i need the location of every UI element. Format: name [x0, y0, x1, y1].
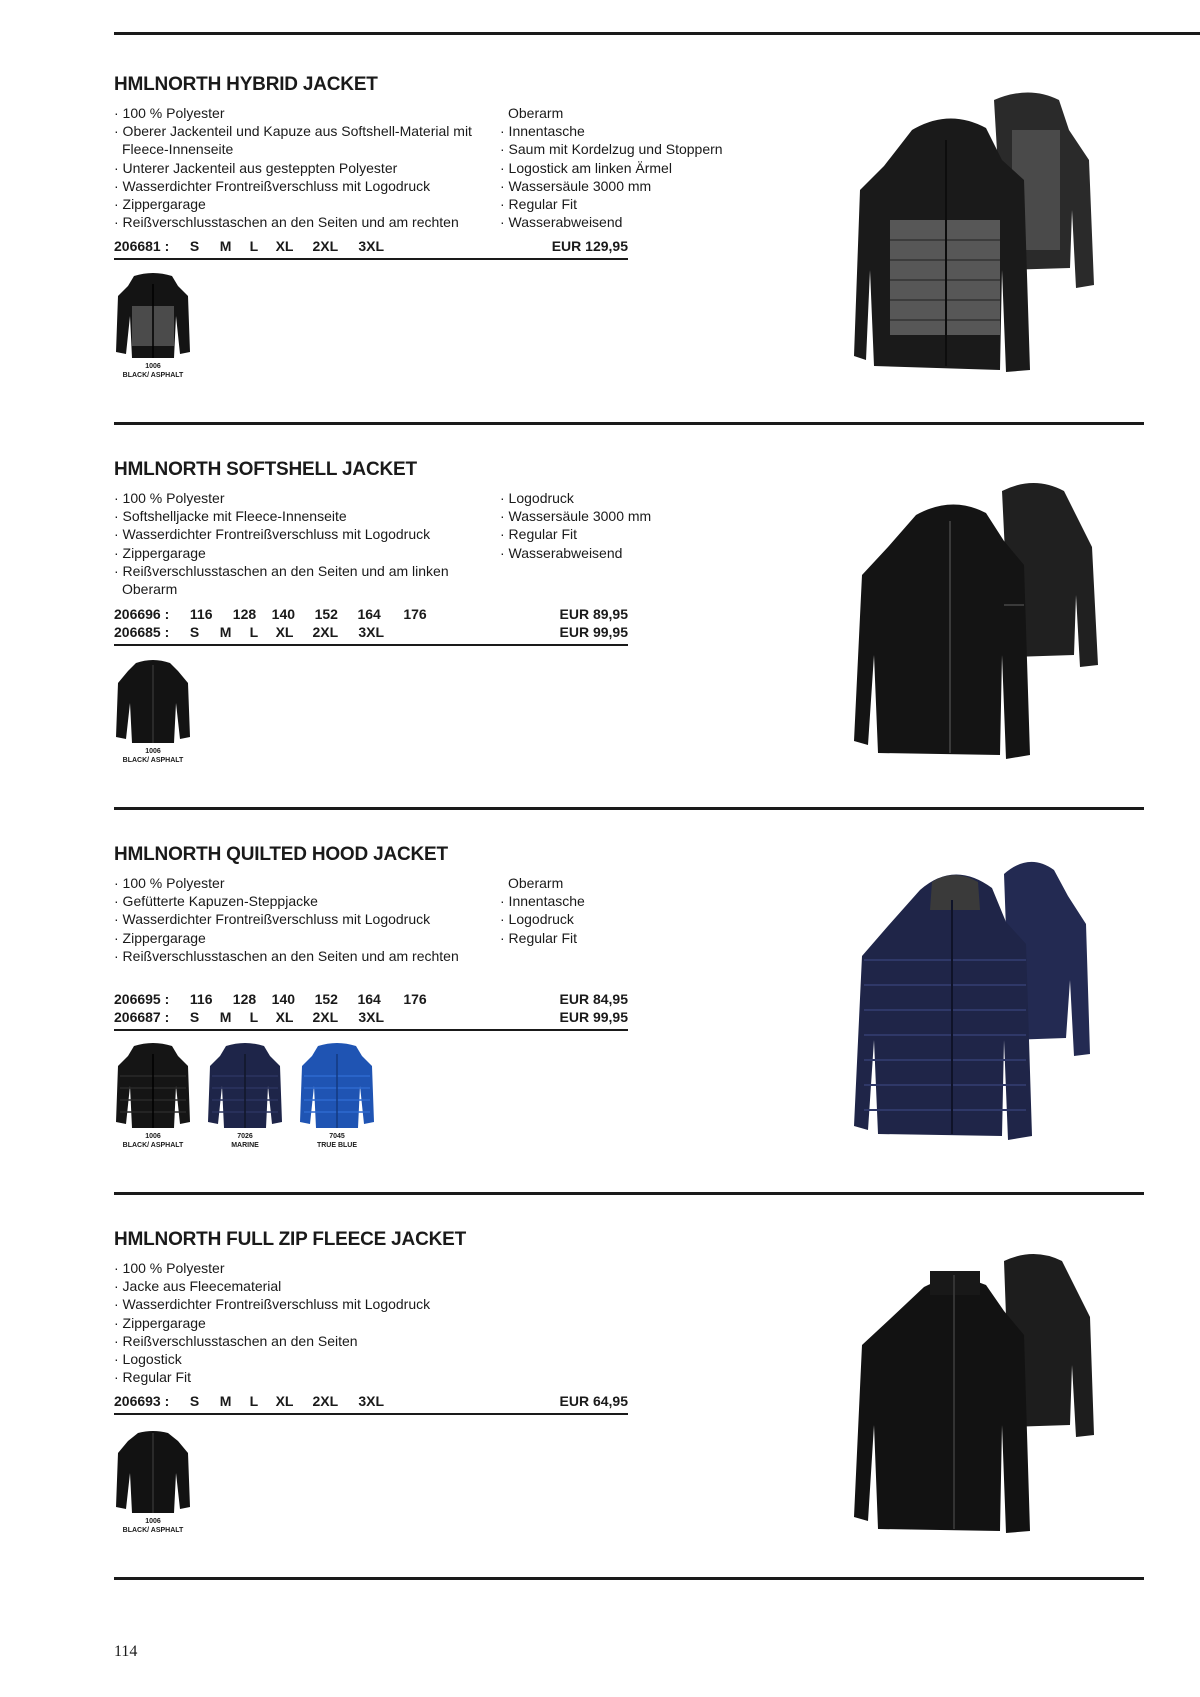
feature-item: · Logodruck [500, 490, 574, 506]
softshell-jacket-thumbnail [114, 657, 192, 745]
feature-item: · Regular Fit [500, 196, 578, 213]
price: EUR 84,95 [559, 991, 628, 1007]
feature-item: · Reißverschlusstaschen an den Seiten und am rechten [114, 947, 459, 964]
feature-item: Oberarm [508, 105, 564, 121]
product-title: HMLNORTH QUILTED HOOD JACKET [114, 844, 448, 865]
size-option: M [219, 238, 232, 254]
size-option: S [189, 238, 200, 254]
size-option: 116 [189, 991, 213, 1007]
size-table-rule [114, 644, 628, 646]
price: EUR 64,95 [559, 1393, 628, 1409]
feature-item: · Logodruck [500, 911, 574, 928]
color-swatches [114, 657, 192, 765]
size-option: 2XL [312, 624, 339, 640]
feature-item: · Oberer Jackenteil und Kapuze aus Softshell-Material mit Fleece-Innenseite [114, 123, 472, 158]
article-number: 206695 : [114, 991, 170, 1007]
size-option: XL [275, 1009, 294, 1025]
price: EUR 129,95 [551, 238, 628, 254]
feature-item: · Unterer Jackenteil aus gesteppten Polyester [114, 159, 398, 176]
size-option: 140 [271, 991, 296, 1007]
size-option: 152 [314, 991, 338, 1007]
quilted-jacket-true-blue-thumbnail [298, 1042, 376, 1130]
softshell-jacket-image [854, 455, 1114, 775]
size-row [114, 605, 628, 623]
size-option: 3XL [358, 1009, 385, 1025]
features-right [500, 874, 760, 947]
feature-item: · Saum mit Kordelzug und Stoppern [500, 141, 723, 158]
color-swatch[interactable] [114, 272, 192, 380]
quilted-jacket-black-thumbnail [114, 1042, 192, 1130]
size-option: 176 [403, 606, 427, 622]
feature-item: · Regular Fit [114, 1369, 192, 1386]
size-table [114, 237, 628, 260]
feature-item: · Reißverschlusstaschen an den Seiten und am linken Oberarm [114, 562, 449, 598]
features-left [114, 489, 499, 598]
size-option: L [249, 624, 259, 640]
product-quilted-hood-jacket [114, 810, 1144, 1195]
feature-item: · Wassersäule 3000 mm [500, 177, 652, 194]
size-row [114, 990, 628, 1008]
size-row [114, 623, 628, 641]
color-swatches [114, 1427, 192, 1535]
product-hybrid-jacket [114, 40, 1144, 425]
size-option: XL [275, 624, 294, 640]
product-title: HMLNORTH SOFTSHELL JACKET [114, 459, 417, 480]
hybrid-jacket-thumbnail [114, 272, 192, 360]
size-table [114, 1392, 628, 1415]
feature-item: · Wasserabweisend [500, 214, 623, 231]
size-table [114, 990, 628, 1031]
size-list [114, 990, 427, 1008]
size-table-rule [114, 258, 628, 260]
feature-item: · Zippergarage [114, 544, 206, 561]
size-table [114, 605, 628, 646]
fleece-jacket-thumbnail [114, 1427, 192, 1515]
size-option: 128 [232, 991, 257, 1007]
features-right [500, 104, 760, 231]
swatch-color-name: MARINE [231, 1142, 259, 1149]
feature-item: · 100 % Polyester [114, 1260, 225, 1276]
size-option: XL [275, 1393, 294, 1409]
size-option: 2XL [312, 1009, 339, 1025]
color-swatch[interactable] [206, 1042, 284, 1150]
size-option: M [219, 1009, 232, 1025]
price: EUR 89,95 [559, 606, 628, 622]
size-option: 3XL [358, 624, 385, 640]
product-title: HMLNORTH HYBRID JACKET [114, 74, 378, 95]
color-swatches [114, 272, 192, 380]
size-option: S [189, 624, 200, 640]
swatch-code: 1006 [145, 1133, 161, 1140]
size-option: 128 [232, 606, 257, 622]
size-list [114, 623, 384, 641]
size-row [114, 1008, 628, 1026]
article-number: 206687 : [114, 1009, 170, 1025]
feature-item: · Gefütterte Kapuzen-Steppjacke [114, 893, 318, 910]
feature-item: · Logostick am linken Ärmel [500, 159, 672, 176]
feature-item: Oberarm [508, 875, 564, 891]
feature-item: · Regular Fit [500, 929, 578, 946]
swatch-color-name: TRUE BLUE [316, 1142, 358, 1149]
feature-item: · Regular Fit [500, 526, 578, 543]
size-option: 164 [357, 991, 381, 1007]
size-option: L [249, 238, 259, 254]
size-option: 116 [189, 606, 213, 622]
size-option: S [189, 1009, 200, 1025]
hybrid-jacket-image [854, 70, 1114, 390]
size-list [114, 1392, 384, 1410]
feature-item: · Zippergarage [114, 196, 206, 213]
feature-item: · Innentasche [500, 893, 585, 910]
feature-item: · Innentasche [500, 123, 585, 140]
feature-item: · 100 % Polyester [114, 490, 225, 506]
feature-item: · Reißverschlusstaschen an den Seiten [114, 1332, 358, 1349]
article-number: 206685 : [114, 624, 170, 640]
page-number: 114 [114, 1643, 138, 1660]
feature-item: · Logostick [114, 1351, 182, 1368]
feature-item: · Zippergarage [114, 1314, 206, 1331]
features-left [114, 874, 499, 965]
feature-item: · Wasserdichter Frontreißverschluss mit Logodruck [114, 1296, 431, 1313]
fleece-jacket-image [854, 1225, 1114, 1545]
size-option: L [249, 1393, 259, 1409]
product-softshell-jacket [114, 425, 1144, 810]
feature-item: · 100 % Polyester [114, 875, 225, 891]
article-number: 206681 : [114, 238, 170, 254]
price: EUR 99,95 [559, 1009, 628, 1025]
feature-item: · 100 % Polyester [114, 105, 225, 121]
size-list [114, 605, 427, 623]
size-table-rule [114, 1413, 628, 1415]
size-table-rule [114, 1029, 628, 1031]
feature-item: · Wassersäule 3000 mm [500, 508, 652, 525]
feature-item: · Wasserdichter Frontreißverschluss mit Logodruck [114, 911, 431, 928]
size-option: 164 [357, 606, 381, 622]
feature-item: · Zippergarage [114, 929, 206, 946]
size-option: L [249, 1009, 259, 1025]
features-left [114, 104, 499, 231]
size-option: 176 [403, 991, 427, 1007]
features-left [114, 1259, 499, 1386]
size-list [114, 1008, 384, 1026]
size-row [114, 1392, 628, 1410]
size-option: M [219, 1393, 232, 1409]
swatch-code: 1006 [145, 748, 161, 755]
feature-item: · Wasserdichter Frontreißverschluss mit Logodruck [114, 526, 431, 543]
size-option: S [189, 1393, 200, 1409]
size-option: M [219, 624, 232, 640]
color-swatches [114, 1042, 376, 1150]
feature-item: · Wasserabweisend [500, 544, 623, 561]
quilted-hood-jacket-image [854, 840, 1114, 1160]
article-number: 206693 : [114, 1393, 170, 1409]
swatch-code: 7026 [237, 1133, 253, 1140]
size-option: XL [275, 238, 294, 254]
swatch-color-name: BLACK/ ASPHALT [122, 372, 184, 379]
feature-item: · Wasserdichter Frontreißverschluss mit Logodruck [114, 177, 431, 194]
swatch-code: 1006 [145, 1518, 161, 1525]
size-list [114, 237, 384, 255]
color-swatch[interactable] [114, 1427, 192, 1535]
size-option: 2XL [312, 238, 339, 254]
color-swatch[interactable] [114, 1042, 192, 1150]
color-swatch[interactable] [298, 1042, 376, 1150]
size-option: 152 [314, 606, 338, 622]
swatch-code: 7045 [329, 1133, 345, 1140]
swatch-color-name: BLACK/ ASPHALT [122, 757, 184, 764]
size-option: 3XL [358, 1393, 385, 1409]
product-title: HMLNORTH FULL ZIP FLEECE JACKET [114, 1229, 466, 1250]
article-number: 206696 : [114, 606, 170, 622]
feature-item: · Jacke aus Fleecematerial [114, 1278, 282, 1295]
swatch-color-name: BLACK/ ASPHALT [122, 1527, 184, 1534]
features-right [500, 489, 760, 562]
feature-item: · Softshelljacke mit Fleece-Innenseite [114, 508, 347, 525]
product-full-zip-fleece-jacket [114, 1195, 1144, 1580]
size-option: 3XL [358, 238, 385, 254]
feature-item: · Reißverschlusstaschen an den Seiten und am rechten [114, 214, 459, 231]
size-option: 2XL [312, 1393, 339, 1409]
top-rule [114, 32, 1200, 35]
section-divider [114, 1577, 1144, 1580]
swatch-color-name: BLACK/ ASPHALT [122, 1142, 184, 1149]
size-row [114, 237, 628, 255]
price: EUR 99,95 [559, 624, 628, 640]
quilted-jacket-marine-thumbnail [206, 1042, 284, 1130]
size-option: 140 [271, 606, 296, 622]
color-swatch[interactable] [114, 657, 192, 765]
swatch-code: 1006 [145, 363, 161, 370]
